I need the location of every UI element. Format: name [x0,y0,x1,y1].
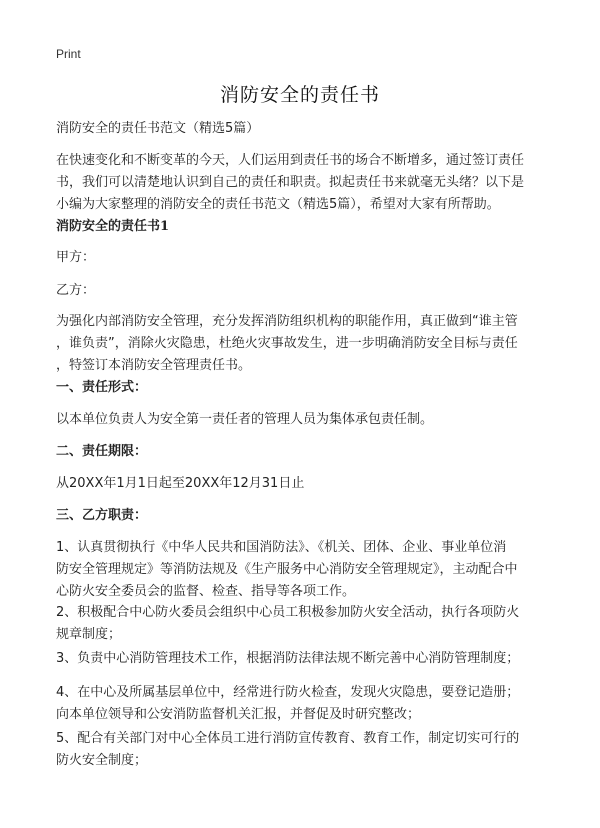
purpose-paragraph [56,311,552,377]
duty-5-line-1: 5、配合有关部门对中心全体员工进行消防宣传教育、教育工作，制定切实可行的 [56,731,520,746]
duty-item-2 [56,602,552,646]
section-heading-1: 消防安全的责任书1 [56,219,170,234]
purpose-line-2: ，谁负责”，消除火灾隐患，杜绝火灾事故发生，进一步明确消防安全目标与责任 [56,336,518,351]
duty-4-line-1: 4、在中心及所属基层单位中，经常进行防火检查，发现火灾隐患，要登记造册； [56,685,520,700]
duty-1-line-2: 防安全管理规定》等消防法规及《生产服务中心消防安全管理规定》，主动配合中 [56,562,518,577]
page-title: 消防安全的责任书 [219,84,380,106]
print-link[interactable]: Print [56,47,81,61]
duty-1-line-3: 心防火安全委员会的监督、检查、指导等各项工作。 [56,584,356,599]
intro-line-1: 在快速变化和不断变革的今天，人们运用到责任书的场合不断增多，通过签订责任 [56,153,525,168]
party-b-label: 乙方： [56,283,96,298]
party-a-label: 甲方： [56,250,96,265]
duty-4-line-2: 向本单位领导和公安消防监督机关汇报，并督促及时研究整改； [56,707,421,722]
duty-1-line-1: 1、认真贯彻执行《中华人民共和国消防法》、《机关、团体、企业、事业单位消 [56,540,507,555]
intro-line-3: 小编为大家整理的消防安全的责任书范文（精选5篇），希望对大家有所帮助。 [56,197,500,212]
duty-2-line-1: 2、积极配合中心防火委员会组织中心员工积极参加防火安全活动，执行各项防火 [56,605,520,620]
duty-item-5 [56,728,552,772]
purpose-line-1: 为强化内部消防安全管理，充分发挥消防组织机构的职能作用，真正做到“谁主管 [56,314,518,329]
duty-3-line-1: 3、负责中心消防管理技术工作，根据消防法律法规不断完善中心消防管理制度； [56,651,520,666]
duty-2-line-2: 规章制度； [56,627,122,642]
heading-responsibility-form: 一、责任形式： [56,380,148,395]
duty-item-3 [56,648,552,670]
heading-party-b-duties: 三、乙方职责： [56,508,148,523]
heading-responsibility-period: 二、责任期限： [56,444,148,459]
duty-5-line-2: 防火安全制度； [56,753,148,768]
responsibility-form-text: 以本单位负责人为安全第一责任者的管理人员为集体承包责任制。 [56,412,434,427]
duty-item-1 [56,537,552,603]
intro-line-2: 书，我们可以清楚地认识到自己的责任和职责。拟起责任书来就毫无头绪？以下是 [56,175,525,190]
intro-paragraph [56,150,552,216]
duty-item-4 [56,682,552,726]
subtitle: 消防安全的责任书范文（精选5篇） [56,121,260,136]
responsibility-period-text: 从20XX年1月1日起至20XX年12月31日止 [56,476,305,491]
purpose-line-3: ，特签订本消防安全管理责任书。 [56,358,252,373]
